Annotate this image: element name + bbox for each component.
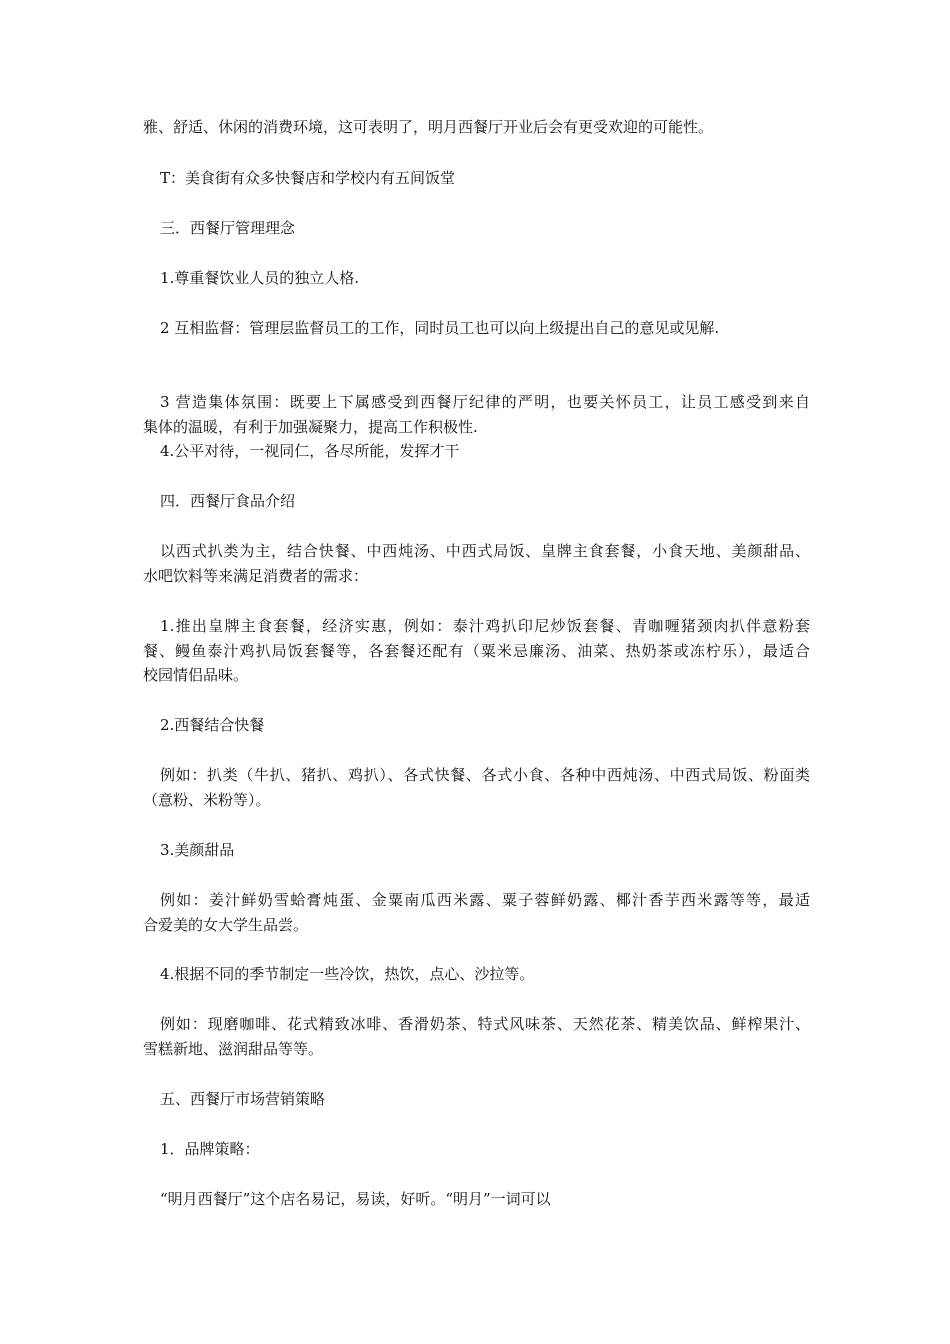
text-line: 3 营造集体氛围：既要上下属感受到西餐厅纪律的严明，也要关怀员工，让员工感受到来自 xyxy=(160,393,810,411)
paragraph xyxy=(143,539,810,588)
text-line: 例如：现磨咖啡、花式精致冰啡、香滑奶茶、特式风味茶、天然花茶、精美饮品、鲜榨果汁、 xyxy=(160,1015,810,1033)
paragraph xyxy=(143,713,810,738)
paragraph xyxy=(143,216,810,241)
text-line: 3.美颜甜品 xyxy=(160,841,235,859)
paragraph xyxy=(143,1187,810,1212)
text-line: 三．西餐厅管理理念 xyxy=(160,219,296,237)
text-line: “明月西餐厅”这个店名易记，易读，好听。“明月”一词可以 xyxy=(160,1190,551,1208)
text-line: 校园情侣品味。 xyxy=(143,666,249,684)
text-line: 餐、鳗鱼泰汁鸡扒局饭套餐等，各套餐还配有（粟米忌廉汤、油菜、热奶茶或冻柠乐），最适合 xyxy=(143,641,810,660)
text-line: 1.推出皇牌主食套餐，经济实惠，例如：泰汁鸡扒印尼炒饭套餐、青咖喱猪颈肉扒伴意粉套 xyxy=(160,617,810,635)
text-line: 雪糕新地、滋润甜品等等。 xyxy=(143,1039,324,1058)
text-line: 4.根据不同的季节制定一些冷饮，热饮，点心、沙拉等。 xyxy=(160,965,535,983)
text-line: 雅、舒适、休闲的消费环境，这可表明了，明月西餐厅开业后会有更受欢迎的可能性。 xyxy=(143,118,714,136)
paragraph xyxy=(143,115,810,140)
text-line: 例如：扒类（牛扒、猪扒、鸡扒）、各式快餐、各式小食、各种中西炖汤、中西式局饭、粉面类 xyxy=(160,766,810,784)
paragraph xyxy=(143,439,810,464)
text-line: 1.尊重餐饮业人员的独立人格. xyxy=(160,269,360,287)
text-line: 4.公平对待，一视同仁，各尽所能，发挥才干 xyxy=(160,442,460,460)
paragraph xyxy=(143,489,810,514)
text-line: 五、西餐厅市场营销策略 xyxy=(160,1090,326,1108)
paragraph xyxy=(143,1087,810,1112)
paragraph xyxy=(143,316,810,341)
paragraph xyxy=(143,266,810,291)
text-line: 水吧饮料等来满足消费者的需求： xyxy=(143,566,369,585)
text-line: （意粉、米粉等）。 xyxy=(143,790,271,809)
text-line: T：美食街有众多快餐店和学校内有五间饭堂 xyxy=(160,169,456,187)
paragraph xyxy=(143,838,810,863)
text-line: 例如：姜汁鲜奶雪蛤膏炖蛋、金粟南瓜西米露、粟子蓉鲜奶露、椰汁香芋西米露等等，最适 xyxy=(160,891,810,909)
paragraph xyxy=(143,763,810,812)
text-line: 以西式扒类为主，结合快餐、中西炖汤、中西式局饭、皇牌主食套餐，小食天地、美颜甜品、 xyxy=(160,542,810,560)
text-line: 集体的温暖，有利于加强凝聚力，提高工作积极性. xyxy=(143,417,478,436)
text-line: 四．西餐厅食品介绍 xyxy=(160,492,296,510)
text-line: 合爱美的女大学生品尝。 xyxy=(143,915,309,934)
paragraph xyxy=(143,1137,810,1162)
text-line: 1．品牌策略： xyxy=(160,1140,260,1158)
paragraph xyxy=(143,962,810,987)
paragraph xyxy=(143,166,810,191)
paragraph xyxy=(143,614,810,688)
paragraph xyxy=(143,390,810,439)
paragraph xyxy=(143,1012,810,1061)
text-line: 2.西餐结合快餐 xyxy=(160,716,265,734)
paragraph xyxy=(143,888,810,937)
text-line: 2 互相监督：管理层监督员工的工作，同时员工也可以向上级提出自己的意见或见解. xyxy=(160,319,720,337)
